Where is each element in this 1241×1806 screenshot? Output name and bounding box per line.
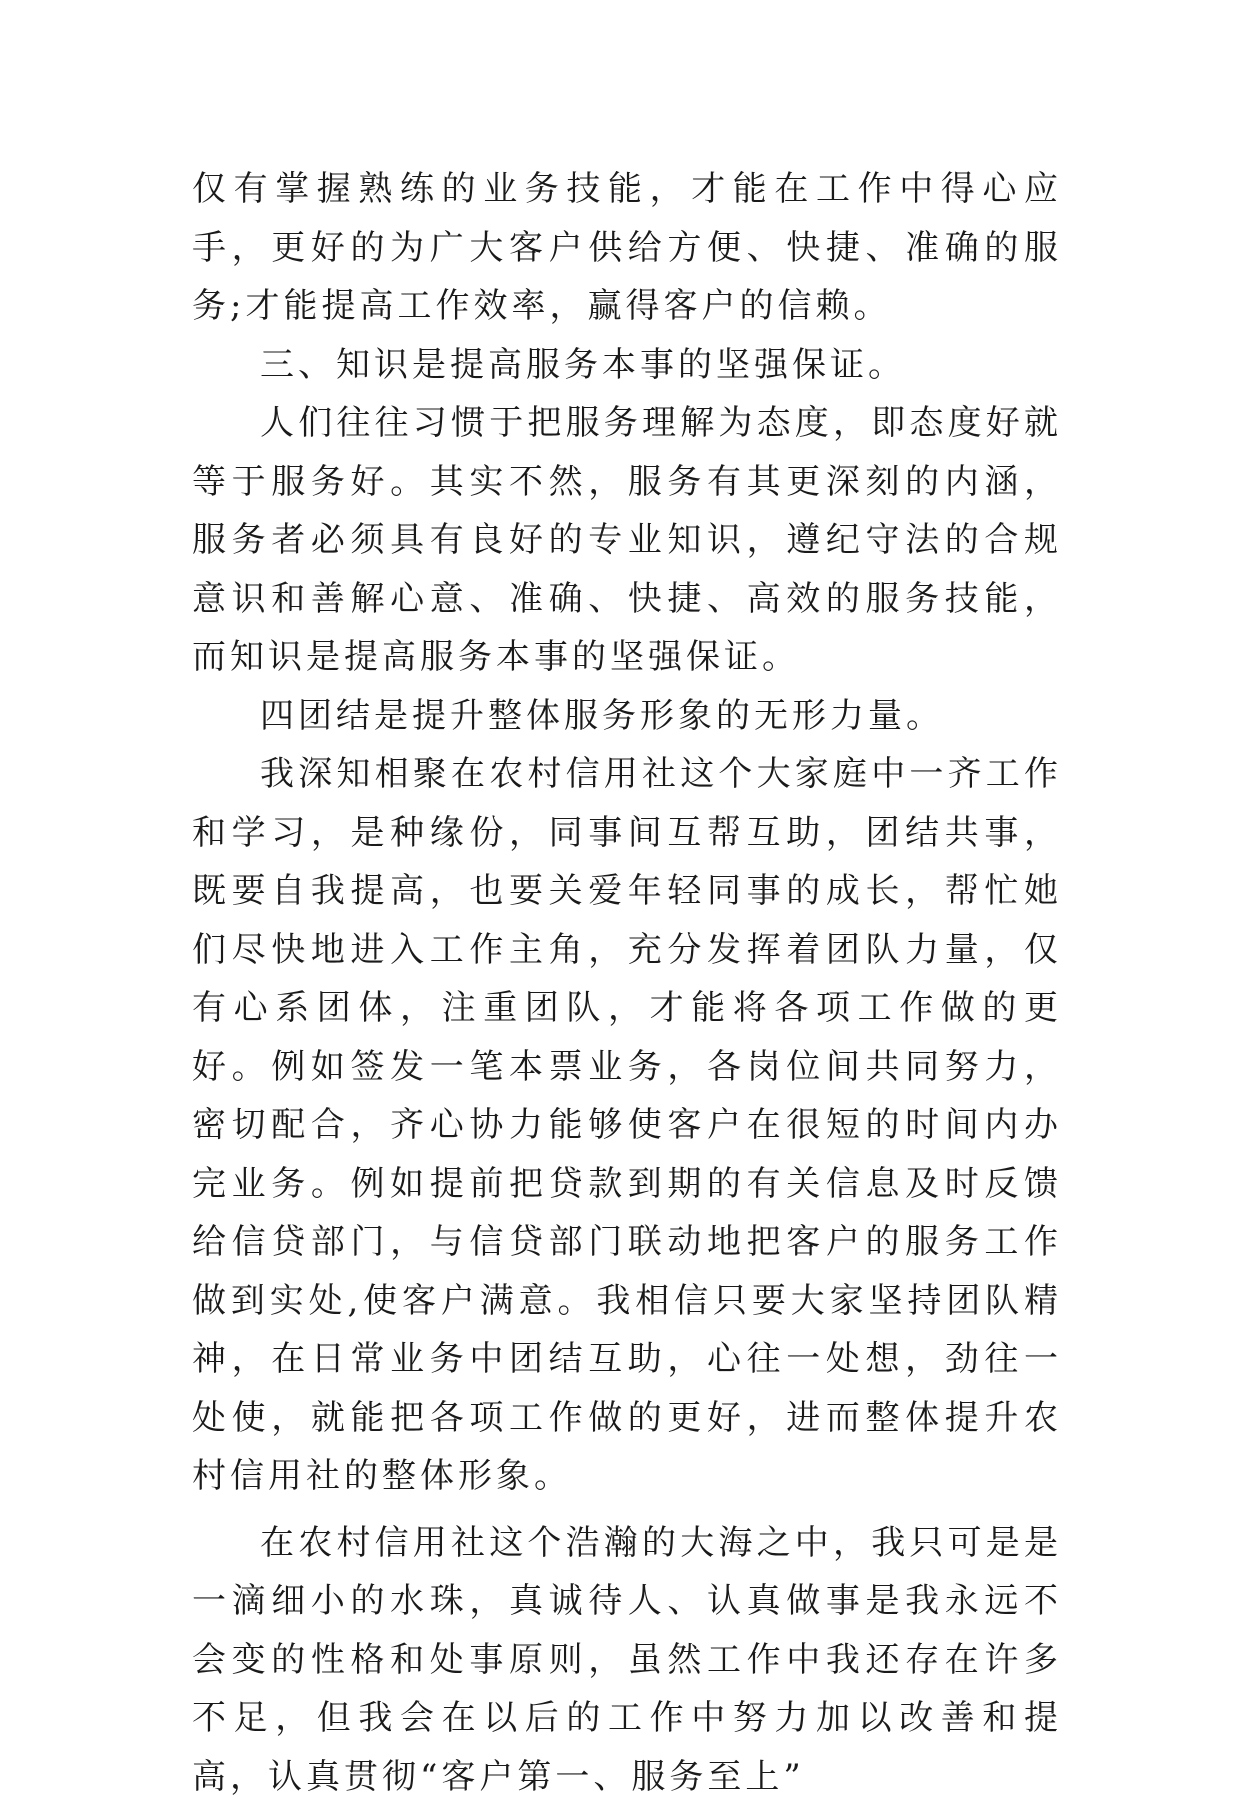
section-heading-unity: 四团结是提升整体服务形象的无形力量。 [192, 687, 1062, 746]
paragraph-knowledge: 人们往往习惯于把服务理解为态度，即态度好就等于服务好。其实不然，服务有其更深刻的内涵，服务者必须具有良好的专业知识，遵纪守法的合规意识和善解心意、准确、快捷、高效的服务技能，而知识是提高服务本事的坚强保证。 [192, 394, 1062, 687]
paragraph-continued: 仅有掌握熟练的业务技能，才能在工作中得心应手，更好的为广大客户供给方便、快捷、准确的服务;才能提高工作效率，赢得客户的信赖。 [192, 160, 1062, 336]
paragraph-closing: 在农村信用社这个浩瀚的大海之中，我只可是是一滴细小的水珠，真诚待人、认真做事是我永远不会变的性格和处事原则，虽然工作中我还存在许多不足，但我会在以后的工作中努力加以改善和提高，认真贯彻“客户第一、服务至上” [192, 1514, 1062, 1806]
section-heading-knowledge: 三、知识是提高服务本事的坚强保证。 [192, 336, 1062, 395]
document-body [192, 160, 1062, 1806]
paragraph-unity: 我深知相聚在农村信用社这个大家庭中一齐工作和学习，是种缘份，同事间互帮互助，团结共事，既要自我提高，也要关爱年轻同事的成长，帮忙她们尽快地进入工作主角，充分发挥着团队力量，仅有心系团体，注重团队，才能将各项工作做的更好。例如签发一笔本票业务，各岗位间共同努力，密切配合，齐心协力能够使客户在很短的时间内办完业务。例如提前把贷款到期的有关信息及时反馈给信贷部门，与信贷部门联动地把客户的服务工作做到实处,使客户满意。我相信只要大家坚持团队精神，在日常业务中团结互助，心往一处想，劲往一处使，就能把各项工作做的更好，进而整体提升农村信用社的整体形象。 [192, 745, 1062, 1506]
